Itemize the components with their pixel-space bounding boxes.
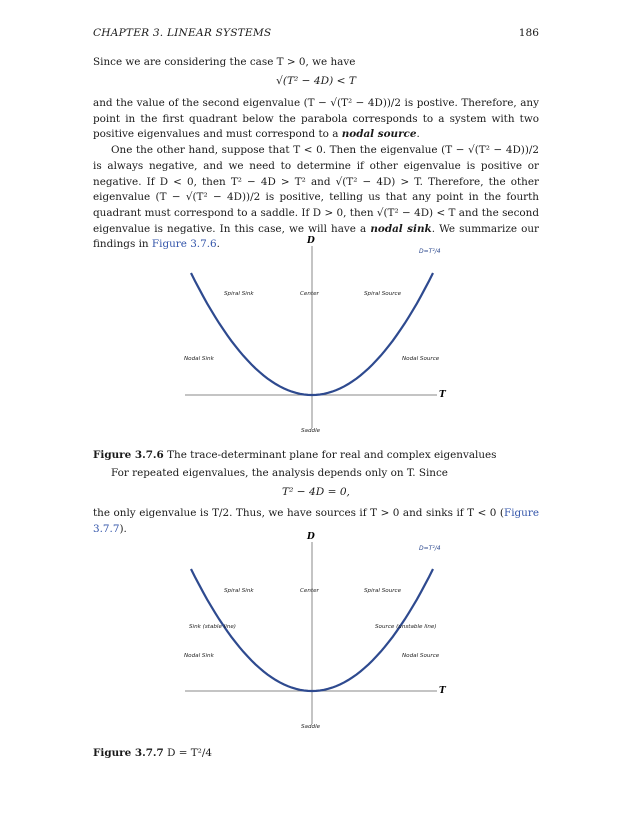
fig1-nodal-sink: Nodal Sink <box>184 356 214 362</box>
paragraph-2-mid: . We summarize our findings in <box>93 222 540 251</box>
fig1-parabola <box>191 273 433 395</box>
paragraph-1-end: . <box>416 128 420 141</box>
fig2-spiral-source: Spiral Source <box>364 588 402 594</box>
figure-3-7-7-caption-text: D = T²/4 <box>167 747 212 759</box>
figure-3-7-6-caption <box>93 449 497 461</box>
term-nodal-source: nodal source <box>341 128 417 141</box>
fig1-saddle: Saddle <box>301 428 321 434</box>
fig2-nodal-sink: Nodal Sink <box>184 653 214 659</box>
fig2-parabola <box>191 569 433 691</box>
fig1-axis-d-label: D <box>307 236 315 246</box>
page-number: 186 <box>518 27 539 39</box>
figure-3-7-7-link[interactable]: Figure 3.7.7 <box>93 507 539 535</box>
fig2-spiral-sink: Spiral Sink <box>224 588 254 594</box>
paragraph-1 <box>93 96 539 253</box>
fig2-source-unstable: Source (unstable line) <box>375 624 437 630</box>
paragraph-2-text: One the other hand, suppose that T < 0. Then the eigenvalue (T − √(T² − 4D))/2 is always negative, and we need to determine if other eigenvalue is positive or negative. If D < 0, then T² − 4D > T² and √(T² − 4D) > T. Therefore, the other eigenvalue (T − √(T² − 4D))/2 is positive, telling us that any point in the fourth quadrant must correspond to a saddle. If D > 0, then √(T² − 4D) < T and the second eigenvalue is negative. In this case, we will have a <box>93 144 539 235</box>
figure-3-7-7-caption <box>93 747 212 759</box>
chapter-title: CHAPTER 3. LINEAR SYSTEMS <box>93 27 272 39</box>
figure-3-7-6-caption-label: Figure 3.7.6 <box>93 449 164 461</box>
intro-paragraph <box>93 55 539 71</box>
paragraph-4-text: the only eigenvalue is T/2. Thus, we have sources if T > 0 and sinks if T < 0 ( <box>93 507 504 519</box>
fig2-saddle: Saddle <box>301 724 321 730</box>
paragraph-1-text: and the value of the second eigenvalue (T − √(T² − 4D))/2 is postive. Therefore, any point in the first quadrant below the parabola corresponds to a system with two positive eigenvalues and must correspond to a <box>93 97 539 141</box>
term-nodal-sink: nodal sink <box>370 222 432 235</box>
intro-text: Since we are considering the case T > 0, we have <box>93 56 356 68</box>
fig2-axis-d-label: D <box>307 532 315 542</box>
fig1-spiral-source: Spiral Source <box>364 291 402 297</box>
fig2-center: Center <box>300 588 319 594</box>
paragraph-3-text: For repeated eigenvalues, the analysis depends only on T. Since <box>111 467 448 479</box>
fig1-spiral-sink: Spiral Sink <box>224 291 254 297</box>
equation-1: √(T² − 4D) < T <box>276 75 356 87</box>
fig1-axis-t-label: T <box>439 390 446 400</box>
fig2-nodal-source: Nodal Source <box>402 653 440 659</box>
paragraph-2-end: . <box>216 238 220 251</box>
paragraph-3 <box>93 466 539 482</box>
figure-3-7-6-caption-text: The trace-determinant plane for real and complex eigenvalues <box>167 449 497 461</box>
figure-3-7-7-caption-label: Figure 3.7.7 <box>93 747 164 759</box>
paragraph-4 <box>93 506 539 537</box>
fig2-axis-t-label: T <box>439 686 446 696</box>
equation-2: T² − 4D = 0, <box>282 486 350 498</box>
fig2-sink-stable: Sink (stable line) <box>189 624 236 630</box>
fig1-curve-label: D=T²/4 <box>419 248 441 255</box>
fig1-nodal-source: Nodal Source <box>402 356 440 362</box>
paragraph-4-end: ). <box>119 522 127 535</box>
figure-3-7-6-link[interactable]: Figure 3.7.6 <box>151 238 217 251</box>
fig2-curve-label: D=T²/4 <box>419 545 441 552</box>
fig1-center: Center <box>300 291 319 297</box>
running-header <box>93 27 539 43</box>
